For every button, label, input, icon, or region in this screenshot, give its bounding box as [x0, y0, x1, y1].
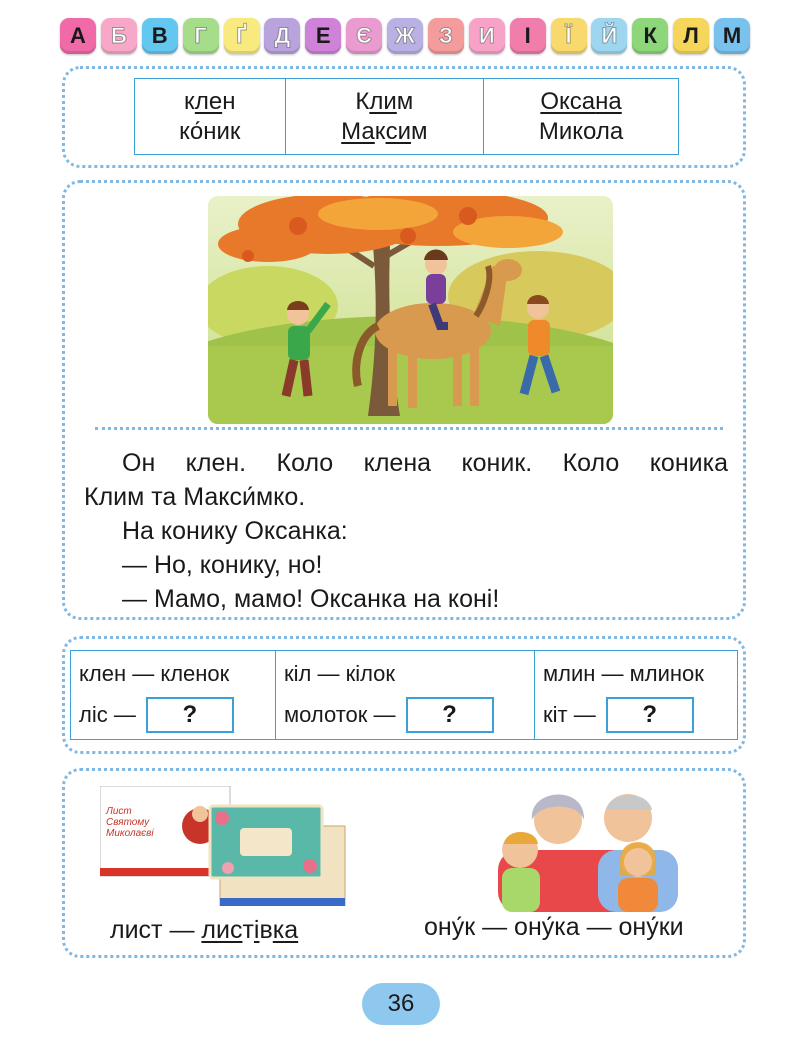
- word-table: [134, 78, 679, 155]
- alphabet-letter: З: [428, 18, 464, 54]
- story-line: — Мамо, мамо! Оксанка на коні!: [122, 585, 500, 613]
- exercise-example: кіл — кілок: [284, 661, 396, 686]
- alphabet-letter: Ж: [387, 18, 423, 54]
- alphabet-letter: В: [142, 18, 178, 54]
- exercise-task: кіт —: [543, 702, 596, 727]
- story-text: [84, 446, 728, 616]
- alphabet-letter: И: [469, 18, 505, 54]
- alphabet-strip: [60, 18, 750, 58]
- exercise-task: молоток —: [284, 702, 396, 727]
- alphabet-letter: І: [510, 18, 546, 54]
- exercise-table: [70, 650, 738, 740]
- alphabet-letter: Й: [591, 18, 627, 54]
- story-line: Клим та Макси́мко.: [84, 483, 306, 511]
- alphabet-letter: Ї: [551, 18, 587, 54]
- envelope-line: Лист: [106, 806, 132, 817]
- answer-box[interactable]: ?: [606, 697, 694, 733]
- exercise-example: млин — млинок: [543, 661, 704, 686]
- alphabet-letter: М: [714, 18, 750, 54]
- exercise-cell: [535, 651, 738, 740]
- exercise-task: ліс —: [79, 702, 136, 727]
- word-pair-right: ону́к — ону́ка — ону́ки: [424, 913, 684, 941]
- envelope-line: Святому: [106, 817, 150, 828]
- alphabet-letter: Б: [101, 18, 137, 54]
- alphabet-letter: А: [60, 18, 96, 54]
- alphabet-letter: Г: [183, 18, 219, 54]
- story-line: Он клен. Коло клена коник. Коло коника: [122, 449, 728, 477]
- story-line: — Но, конику, но!: [122, 551, 323, 579]
- word-cell: Оксана Микола: [484, 79, 679, 155]
- illustration-postcards: [100, 786, 350, 906]
- word-cell: клен ко́ник: [135, 79, 286, 155]
- exercise-cell: [276, 651, 535, 740]
- page-number: 36: [362, 983, 440, 1025]
- dotted-separator: [95, 427, 723, 430]
- alphabet-letter: К: [632, 18, 668, 54]
- illustration-family: [478, 780, 693, 912]
- alphabet-letter: Д: [264, 18, 300, 54]
- alphabet-letter: Ґ: [224, 18, 260, 54]
- answer-box[interactable]: ?: [146, 697, 234, 733]
- envelope-line: Миколаєві: [106, 828, 154, 839]
- word-cell: Клим Максим: [285, 79, 484, 155]
- word-pair-left: лист — листівка: [110, 916, 299, 944]
- alphabet-letter: Є: [346, 18, 382, 54]
- exercise-example: клен — кленок: [79, 661, 230, 686]
- answer-box[interactable]: ?: [406, 697, 494, 733]
- story-line: На конику Оксанка:: [122, 517, 348, 545]
- alphabet-letter: Л: [673, 18, 709, 54]
- exercise-cell: [71, 651, 276, 740]
- illustration-horse: [208, 196, 613, 424]
- alphabet-letter: Е: [305, 18, 341, 54]
